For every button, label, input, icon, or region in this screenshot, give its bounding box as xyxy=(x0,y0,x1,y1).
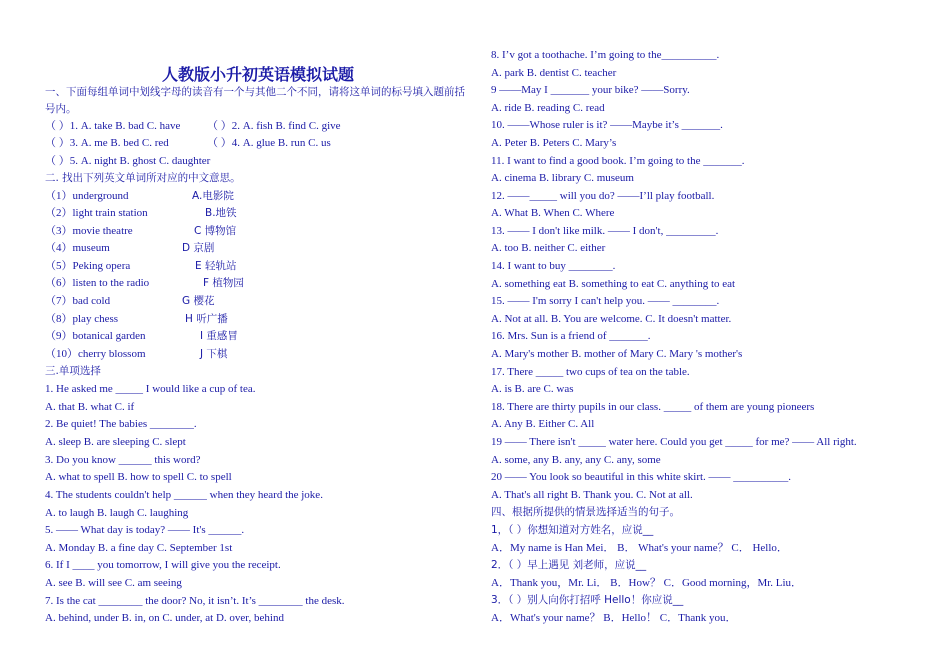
answer-options: A. Peter B. Peters C. Mary’s xyxy=(491,137,617,149)
match-chinese: D 京剧 xyxy=(182,242,215,254)
question-line: 15. —— I'm sorry I can't help you. —— ________. xyxy=(491,295,720,307)
match-english: （8）play chess xyxy=(45,313,119,325)
match-chinese: C 博物馆 xyxy=(194,225,237,237)
answer-options: A. sleep B. are sleeping C. slept xyxy=(45,436,186,448)
question-line: 14. I want to buy ________. xyxy=(491,260,616,272)
question-item: （ ）1. A. take B. bad C. have xyxy=(45,120,181,132)
question-line: 19 —— There isn't _____ water here. Could you get _____ for me? —— All right. xyxy=(491,436,857,448)
answer-options: A. cinema B. library C. museum xyxy=(491,172,634,184)
question-line: 7. Is the cat ________ the door? No, it isn’t. It’s ________ the desk. xyxy=(45,595,345,607)
match-english: （7）bad cold xyxy=(45,295,111,307)
match-chinese: A.电影院 xyxy=(192,190,234,202)
match-english: （6）listen to the radio xyxy=(45,277,150,289)
answer-options: A．My name is Han Mei． B． What's your name？ C． Hello． xyxy=(491,542,788,554)
answer-options: A. park B. dentist C. teacher xyxy=(491,67,617,79)
answer-options: A. Not at all. B. You are welcome. C. It doesn't matter. xyxy=(491,313,732,325)
match-english: （4）museum xyxy=(45,242,110,254)
answer-options: A. what to spell B. how to spell C. to spell xyxy=(45,471,232,483)
match-row xyxy=(45,225,237,238)
match-chinese: H 听广播 xyxy=(185,313,228,325)
question-line: 11. I want to find a good book. I’m going to the _______. xyxy=(491,155,745,167)
match-row xyxy=(45,277,244,290)
question-item: （ ）4. A. glue B. run C. us xyxy=(207,137,331,149)
question-line: 2．（ ）早上遇见 刘老师，应说__ xyxy=(491,559,647,571)
match-row xyxy=(45,242,215,255)
match-row xyxy=(45,313,228,326)
section3-heading: 三.单项选择 xyxy=(45,365,101,377)
answer-options: A. ride B. reading C. read xyxy=(491,102,605,114)
section4-heading: 四、根据所提供的情景选择适当的句子。 xyxy=(491,506,680,518)
question-line: 13. —— I don't like milk. —— I don't, _________. xyxy=(491,225,719,237)
answer-options: A. behind, under B. in, on C. under, at D. over, behind xyxy=(45,612,284,624)
question-line: 18. There are thirty pupils in our class. _____ of them are young pioneers xyxy=(491,401,815,413)
match-row xyxy=(45,330,238,343)
match-chinese: B.地铁 xyxy=(205,207,237,219)
answer-options: A. What B. When C. Where xyxy=(491,207,615,219)
section1-heading: 一、下面每组单词中划线字母的读音有一个与其他二个不同，请将这单词的标号填入题前括号内。 xyxy=(45,86,465,115)
match-english: （10）cherry blossom xyxy=(45,348,146,360)
match-english: （3）movie theatre xyxy=(45,225,133,237)
match-chinese: I 重感冒 xyxy=(200,330,238,342)
question-line: 1，（ ）你想知道对方姓名，应说__ xyxy=(491,524,654,536)
answer-options: A. see B. will see C. am seeing xyxy=(45,577,182,589)
answer-options: A. Mary's mother B. mother of Mary C. Mary 's mother's xyxy=(491,348,743,360)
question-line: 8. I’v got a toothache. I’m going to the__________. xyxy=(491,49,720,61)
answer-options: A. something eat B. something to eat C. anything to eat xyxy=(491,278,736,290)
answer-options: A．What's your name？ B．Hello！ C．Thank you． xyxy=(491,612,737,624)
question-line: 17. There _____ two cups of tea on the table. xyxy=(491,366,690,378)
section1-row xyxy=(45,120,341,133)
answer-options: A. that B. what C. if xyxy=(45,401,135,413)
answer-options: A. to laugh B. laugh C. laughing xyxy=(45,507,189,519)
question-line: 2. Be quiet! The babies ________. xyxy=(45,418,197,430)
match-chinese: J 下棋 xyxy=(200,348,228,360)
match-english: （1）underground xyxy=(45,190,129,202)
answer-options: A. some, any B. any, any C. any, some xyxy=(491,454,661,466)
answer-options: A. too B. neither C. either xyxy=(491,242,606,254)
match-row xyxy=(45,190,234,203)
question-item: （ ）3. A. me B. bed C. red xyxy=(45,137,169,149)
section1-row xyxy=(45,155,210,168)
match-row xyxy=(45,260,237,273)
question-line: 5. —— What day is today? —— It's ______. xyxy=(45,524,245,536)
question-line: 3. Do you know ______ this word? xyxy=(45,454,201,466)
answer-options: A. Any B. Either C. All xyxy=(491,418,595,430)
section2-heading: 二. 找出下列英文单词所对应的中文意思。 xyxy=(45,172,241,184)
question-line: 10. ——Whose ruler is it? ——Maybe it’s _______. xyxy=(491,119,723,131)
match-english: （9）botanical garden xyxy=(45,330,146,342)
section1-row xyxy=(45,137,331,150)
question-line: 3．（ ）别人向你打招呼 Hello！你应说__ xyxy=(491,594,684,606)
question-line: 1. He asked me _____ I would like a cup of tea. xyxy=(45,383,256,395)
match-english: （5）Peking opera xyxy=(45,260,131,272)
answer-options: A. That's all right B. Thank you. C. Not at all. xyxy=(491,489,693,501)
question-item: （ ）2. A. fish B. find C. give xyxy=(207,120,341,132)
match-chinese: G 樱花 xyxy=(182,295,215,307)
match-chinese: F 植物园 xyxy=(203,277,244,289)
question-line: 4. The students couldn't help ______ when they heard the joke. xyxy=(45,489,323,501)
match-english: （2）light train station xyxy=(45,207,148,219)
match-chinese: E 轻轨站 xyxy=(195,260,237,272)
match-row xyxy=(45,348,228,361)
question-line: 20 —— You look so beautiful in this white skirt. —— __________. xyxy=(491,471,792,483)
match-row xyxy=(45,295,215,308)
answer-options: A．Thank you，Mr. Li． B．How？ C．Good morning，Mr. Liu． xyxy=(491,577,803,589)
question-line: 12. ——_____ will you do? ——I’ll play football. xyxy=(491,190,715,202)
answer-options: A. is B. are C. was xyxy=(491,383,574,395)
question-line: 9 ——May I _______ your bike? ——Sorry. xyxy=(491,84,690,96)
answer-options: A. Monday B. a fine day C. September 1st xyxy=(45,542,233,554)
question-item: （ ）5. A. night B. ghost C. daughter xyxy=(45,155,211,167)
question-line: 6. If I ____ you tomorrow, I will give you the receipt. xyxy=(45,559,281,571)
page-title: 人教版小升初英语模拟试题 xyxy=(162,67,355,84)
match-row xyxy=(45,207,237,220)
question-line: 16. Mrs. Sun is a friend of _______. xyxy=(491,330,651,342)
